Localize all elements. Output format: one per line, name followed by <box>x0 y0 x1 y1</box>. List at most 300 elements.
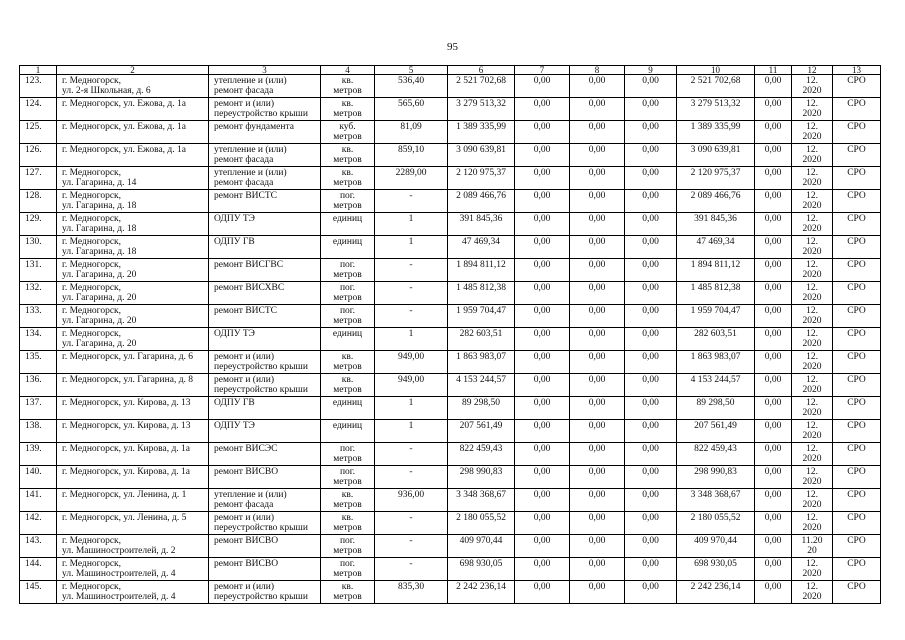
col8-value-cell: 0,00 <box>570 328 625 351</box>
table-row <box>20 282 881 305</box>
address-cell: г. Медногорск, ул. Машиностроителей, д. 4 <box>57 581 209 604</box>
col7-value-cell: 0,00 <box>515 305 570 328</box>
cost-cell: 282 603,51 <box>448 328 515 351</box>
deadline-cell: 12. 2020 <box>792 397 833 420</box>
volume-cell: 949,00 <box>375 351 448 374</box>
column-number-13: 13 <box>833 66 881 75</box>
cost-cell: 2 242 236,14 <box>448 581 515 604</box>
row-number-cell: 124. <box>20 98 57 121</box>
unit-cell: кв. метров <box>321 144 375 167</box>
address-cell: г. Медногорск, ул. Гагарина, д. 20 <box>57 282 209 305</box>
col8-value-cell: 0,00 <box>570 558 625 581</box>
col9-value-cell: 0,00 <box>625 397 677 420</box>
cost-cell: 4 153 244,57 <box>448 374 515 397</box>
col11-value-cell: 0,00 <box>755 98 792 121</box>
work-type-cell: ОДПУ ГВ <box>209 397 321 420</box>
address-cell: г. Медногорск, ул. Кирова, д. 1а <box>57 466 209 489</box>
col8-value-cell: 0,00 <box>570 466 625 489</box>
cost-cell: 207 561,49 <box>448 420 515 443</box>
work-type-cell: утепление и (или) ремонт фасада <box>209 489 321 512</box>
table-row <box>20 397 881 420</box>
column-number-3: 3 <box>209 66 321 75</box>
table-row <box>20 466 881 489</box>
col10-value-cell: 409 970,44 <box>677 535 755 558</box>
work-type-cell: ремонт и (или) переустройство крыши <box>209 581 321 604</box>
row-number-cell: 134. <box>20 328 57 351</box>
col11-value-cell: 0,00 <box>755 374 792 397</box>
unit-cell: пог. метров <box>321 259 375 282</box>
table-row <box>20 489 881 512</box>
col9-value-cell: 0,00 <box>625 535 677 558</box>
address-cell: г. Медногорск, ул. Гагарина, д. 6 <box>57 351 209 374</box>
work-type-cell: ремонт ВИСВО <box>209 466 321 489</box>
table-row <box>20 75 881 98</box>
row-number-cell: 141. <box>20 489 57 512</box>
method-cell: СРО <box>833 374 881 397</box>
volume-cell: 2289,00 <box>375 167 448 190</box>
col11-value-cell: 0,00 <box>755 351 792 374</box>
col10-value-cell: 2 089 466,76 <box>677 190 755 213</box>
cost-cell: 391 845,36 <box>448 213 515 236</box>
volume-cell: - <box>375 190 448 213</box>
work-type-cell: ремонт и (или) переустройство крыши <box>209 98 321 121</box>
work-type-cell: утепление и (или) ремонт фасада <box>209 75 321 98</box>
work-type-cell: ремонт ВИСЭС <box>209 443 321 466</box>
deadline-cell: 12. 2020 <box>792 328 833 351</box>
col7-value-cell: 0,00 <box>515 167 570 190</box>
unit-cell: кв. метров <box>321 581 375 604</box>
column-number-5: 5 <box>375 66 448 75</box>
cost-cell: 298 990,83 <box>448 466 515 489</box>
method-cell: СРО <box>833 144 881 167</box>
row-number-cell: 126. <box>20 144 57 167</box>
cost-cell: 409 970,44 <box>448 535 515 558</box>
col9-value-cell: 0,00 <box>625 98 677 121</box>
method-cell: СРО <box>833 121 881 144</box>
col9-value-cell: 0,00 <box>625 351 677 374</box>
address-cell: г. Медногорск, ул. Гагарина, д. 20 <box>57 259 209 282</box>
column-number-7: 7 <box>515 66 570 75</box>
volume-cell: - <box>375 512 448 535</box>
table-row <box>20 420 881 443</box>
method-cell: СРО <box>833 489 881 512</box>
volume-cell: - <box>375 259 448 282</box>
col9-value-cell: 0,00 <box>625 420 677 443</box>
col11-value-cell: 0,00 <box>755 121 792 144</box>
row-number-cell: 140. <box>20 466 57 489</box>
row-number-cell: 143. <box>20 535 57 558</box>
col8-value-cell: 0,00 <box>570 512 625 535</box>
col11-value-cell: 0,00 <box>755 144 792 167</box>
col11-value-cell: 0,00 <box>755 489 792 512</box>
cost-cell: 822 459,43 <box>448 443 515 466</box>
col9-value-cell: 0,00 <box>625 558 677 581</box>
method-cell: СРО <box>833 535 881 558</box>
table-row <box>20 581 881 604</box>
col11-value-cell: 0,00 <box>755 420 792 443</box>
col10-value-cell: 3 279 513,32 <box>677 98 755 121</box>
volume-cell: 835,30 <box>375 581 448 604</box>
unit-cell: куб. метров <box>321 121 375 144</box>
row-number-cell: 129. <box>20 213 57 236</box>
deadline-cell: 12. 2020 <box>792 374 833 397</box>
unit-cell: пог. метров <box>321 466 375 489</box>
col9-value-cell: 0,00 <box>625 512 677 535</box>
volume-cell: 859,10 <box>375 144 448 167</box>
cost-cell: 1 894 811,12 <box>448 259 515 282</box>
table-row <box>20 236 881 259</box>
table-row <box>20 98 881 121</box>
col11-value-cell: 0,00 <box>755 236 792 259</box>
col8-value-cell: 0,00 <box>570 351 625 374</box>
table-row <box>20 167 881 190</box>
table-row <box>20 144 881 167</box>
volume-cell: 565,60 <box>375 98 448 121</box>
col7-value-cell: 0,00 <box>515 144 570 167</box>
col8-value-cell: 0,00 <box>570 581 625 604</box>
work-type-cell: ремонт ВИСТС <box>209 305 321 328</box>
method-cell: СРО <box>833 420 881 443</box>
work-type-cell: ремонт и (или) переустройство крыши <box>209 512 321 535</box>
col11-value-cell: 0,00 <box>755 535 792 558</box>
column-number-8: 8 <box>570 66 625 75</box>
col8-value-cell: 0,00 <box>570 282 625 305</box>
deadline-cell: 12. 2020 <box>792 351 833 374</box>
work-type-cell: ремонт ВИСТС <box>209 190 321 213</box>
unit-cell: пог. метров <box>321 558 375 581</box>
work-type-cell: ремонт и (или) переустройство крыши <box>209 374 321 397</box>
col11-value-cell: 0,00 <box>755 443 792 466</box>
col10-value-cell: 2 242 236,14 <box>677 581 755 604</box>
cost-cell: 1 959 704,47 <box>448 305 515 328</box>
address-cell: г. Медногорск, ул. Гагарина, д. 18 <box>57 213 209 236</box>
column-number-6: 6 <box>448 66 515 75</box>
unit-cell: кв. метров <box>321 98 375 121</box>
col7-value-cell: 0,00 <box>515 489 570 512</box>
deadline-cell: 12. 2020 <box>792 121 833 144</box>
volume-cell: 1 <box>375 420 448 443</box>
deadline-cell: 11.20 20 <box>792 535 833 558</box>
col11-value-cell: 0,00 <box>755 282 792 305</box>
volume-cell: 936,00 <box>375 489 448 512</box>
col10-value-cell: 3 348 368,67 <box>677 489 755 512</box>
row-number-cell: 123. <box>20 75 57 98</box>
volume-cell: - <box>375 558 448 581</box>
col8-value-cell: 0,00 <box>570 213 625 236</box>
col8-value-cell: 0,00 <box>570 420 625 443</box>
method-cell: СРО <box>833 167 881 190</box>
address-cell: г. Медногорск, ул. Машиностроителей, д. 4 <box>57 558 209 581</box>
column-number-1: 1 <box>20 66 57 75</box>
deadline-cell: 12. 2020 <box>792 190 833 213</box>
address-cell: г. Медногорск, ул. Гагарина, д. 20 <box>57 305 209 328</box>
cost-cell: 2 180 055,52 <box>448 512 515 535</box>
unit-cell: кв. метров <box>321 75 375 98</box>
method-cell: СРО <box>833 190 881 213</box>
col10-value-cell: 47 469,34 <box>677 236 755 259</box>
column-number-12: 12 <box>792 66 833 75</box>
col10-value-cell: 298 990,83 <box>677 466 755 489</box>
col7-value-cell: 0,00 <box>515 121 570 144</box>
column-number-9: 9 <box>625 66 677 75</box>
col9-value-cell: 0,00 <box>625 144 677 167</box>
deadline-cell: 12. 2020 <box>792 98 833 121</box>
col7-value-cell: 0,00 <box>515 535 570 558</box>
col8-value-cell: 0,00 <box>570 305 625 328</box>
unit-cell: единиц <box>321 213 375 236</box>
col11-value-cell: 0,00 <box>755 167 792 190</box>
cost-cell: 2 089 466,76 <box>448 190 515 213</box>
cost-cell: 2 521 702,68 <box>448 75 515 98</box>
data-table <box>19 65 881 604</box>
deadline-cell: 12. 2020 <box>792 466 833 489</box>
cost-cell: 1 389 335,99 <box>448 121 515 144</box>
unit-cell: кв. метров <box>321 512 375 535</box>
col10-value-cell: 1 863 983,07 <box>677 351 755 374</box>
deadline-cell: 12. 2020 <box>792 75 833 98</box>
column-number-2: 2 <box>57 66 209 75</box>
col9-value-cell: 0,00 <box>625 581 677 604</box>
method-cell: СРО <box>833 98 881 121</box>
volume-cell: 1 <box>375 328 448 351</box>
col11-value-cell: 0,00 <box>755 512 792 535</box>
volume-cell: 1 <box>375 213 448 236</box>
volume-cell: 1 <box>375 397 448 420</box>
col9-value-cell: 0,00 <box>625 121 677 144</box>
address-cell: г. Медногорск, ул. Ежова, д. 1а <box>57 98 209 121</box>
col8-value-cell: 0,00 <box>570 374 625 397</box>
work-type-cell: ремонт ВИСВО <box>209 535 321 558</box>
table-row <box>20 443 881 466</box>
col7-value-cell: 0,00 <box>515 420 570 443</box>
col10-value-cell: 1 959 704,47 <box>677 305 755 328</box>
row-number-cell: 125. <box>20 121 57 144</box>
col11-value-cell: 0,00 <box>755 397 792 420</box>
work-type-cell: ОДПУ ТЭ <box>209 213 321 236</box>
work-type-cell: ремонт ВИСВО <box>209 558 321 581</box>
col10-value-cell: 698 930,05 <box>677 558 755 581</box>
deadline-cell: 12. 2020 <box>792 558 833 581</box>
address-cell: г. Медногорск, ул. Кирова, д. 1а <box>57 443 209 466</box>
col11-value-cell: 0,00 <box>755 75 792 98</box>
col9-value-cell: 0,00 <box>625 167 677 190</box>
cost-cell: 698 930,05 <box>448 558 515 581</box>
volume-cell: - <box>375 305 448 328</box>
col9-value-cell: 0,00 <box>625 466 677 489</box>
col11-value-cell: 0,00 <box>755 558 792 581</box>
row-number-cell: 130. <box>20 236 57 259</box>
row-number-cell: 135. <box>20 351 57 374</box>
address-cell: г. Медногорск, ул. Ежова, д. 1а <box>57 144 209 167</box>
col11-value-cell: 0,00 <box>755 581 792 604</box>
unit-cell: пог. метров <box>321 535 375 558</box>
method-cell: СРО <box>833 236 881 259</box>
table-row <box>20 328 881 351</box>
deadline-cell: 12. 2020 <box>792 167 833 190</box>
address-cell: г. Медногорск, ул. Гагарина, д. 20 <box>57 328 209 351</box>
method-cell: СРО <box>833 466 881 489</box>
row-number-cell: 144. <box>20 558 57 581</box>
col7-value-cell: 0,00 <box>515 351 570 374</box>
header-row <box>20 66 881 75</box>
method-cell: СРО <box>833 558 881 581</box>
col10-value-cell: 1 485 812,38 <box>677 282 755 305</box>
volume-cell: - <box>375 535 448 558</box>
column-number-11: 11 <box>755 66 792 75</box>
col8-value-cell: 0,00 <box>570 236 625 259</box>
col7-value-cell: 0,00 <box>515 259 570 282</box>
col9-value-cell: 0,00 <box>625 236 677 259</box>
address-cell: г. Медногорск, ул. Гагарина, д. 14 <box>57 167 209 190</box>
cost-cell: 3 348 368,67 <box>448 489 515 512</box>
col8-value-cell: 0,00 <box>570 397 625 420</box>
work-type-cell: утепление и (или) ремонт фасада <box>209 167 321 190</box>
unit-cell: пог. метров <box>321 305 375 328</box>
col9-value-cell: 0,00 <box>625 75 677 98</box>
col11-value-cell: 0,00 <box>755 190 792 213</box>
table-row <box>20 190 881 213</box>
col10-value-cell: 2 180 055,52 <box>677 512 755 535</box>
deadline-cell: 12. 2020 <box>792 581 833 604</box>
work-type-cell: ремонт ВИСХВС <box>209 282 321 305</box>
address-cell: г. Медногорск, ул. Гагарина, д. 18 <box>57 236 209 259</box>
row-number-cell: 138. <box>20 420 57 443</box>
table-row <box>20 213 881 236</box>
address-cell: г. Медногорск, ул. Ленина, д. 5 <box>57 512 209 535</box>
method-cell: СРО <box>833 351 881 374</box>
col11-value-cell: 0,00 <box>755 259 792 282</box>
col8-value-cell: 0,00 <box>570 259 625 282</box>
volume-cell: - <box>375 466 448 489</box>
row-number-cell: 128. <box>20 190 57 213</box>
col10-value-cell: 2 120 975,37 <box>677 167 755 190</box>
unit-cell: кв. метров <box>321 351 375 374</box>
col7-value-cell: 0,00 <box>515 282 570 305</box>
unit-cell: кв. метров <box>321 167 375 190</box>
cost-cell: 1 485 812,38 <box>448 282 515 305</box>
col7-value-cell: 0,00 <box>515 98 570 121</box>
method-cell: СРО <box>833 512 881 535</box>
col11-value-cell: 0,00 <box>755 213 792 236</box>
method-cell: СРО <box>833 305 881 328</box>
col8-value-cell: 0,00 <box>570 98 625 121</box>
cost-cell: 89 298,50 <box>448 397 515 420</box>
col9-value-cell: 0,00 <box>625 374 677 397</box>
col11-value-cell: 0,00 <box>755 328 792 351</box>
unit-cell: единиц <box>321 328 375 351</box>
unit-cell: единиц <box>321 236 375 259</box>
unit-cell: единиц <box>321 397 375 420</box>
table-row <box>20 259 881 282</box>
row-number-cell: 137. <box>20 397 57 420</box>
col10-value-cell: 4 153 244,57 <box>677 374 755 397</box>
table-row <box>20 512 881 535</box>
deadline-cell: 12. 2020 <box>792 443 833 466</box>
col7-value-cell: 0,00 <box>515 443 570 466</box>
work-type-cell: ОДПУ ТЭ <box>209 420 321 443</box>
row-number-cell: 132. <box>20 282 57 305</box>
address-cell: г. Медногорск, ул. Машиностроителей, д. 2 <box>57 535 209 558</box>
col10-value-cell: 89 298,50 <box>677 397 755 420</box>
table-row <box>20 351 881 374</box>
col8-value-cell: 0,00 <box>570 190 625 213</box>
col7-value-cell: 0,00 <box>515 374 570 397</box>
deadline-cell: 12. 2020 <box>792 213 833 236</box>
row-number-cell: 142. <box>20 512 57 535</box>
col9-value-cell: 0,00 <box>625 259 677 282</box>
col8-value-cell: 0,00 <box>570 535 625 558</box>
method-cell: СРО <box>833 443 881 466</box>
deadline-cell: 12. 2020 <box>792 282 833 305</box>
deadline-cell: 12. 2020 <box>792 144 833 167</box>
col7-value-cell: 0,00 <box>515 213 570 236</box>
table-row <box>20 374 881 397</box>
cost-cell: 3 279 513,32 <box>448 98 515 121</box>
unit-cell: пог. метров <box>321 443 375 466</box>
col8-value-cell: 0,00 <box>570 144 625 167</box>
volume-cell: - <box>375 282 448 305</box>
work-type-cell: ремонт и (или) переустройство крыши <box>209 351 321 374</box>
unit-cell: кв. метров <box>321 374 375 397</box>
unit-cell: пог. метров <box>321 282 375 305</box>
unit-cell: пог. метров <box>321 190 375 213</box>
method-cell: СРО <box>833 75 881 98</box>
cost-cell: 1 863 983,07 <box>448 351 515 374</box>
method-cell: СРО <box>833 328 881 351</box>
row-number-cell: 139. <box>20 443 57 466</box>
col7-value-cell: 0,00 <box>515 512 570 535</box>
col8-value-cell: 0,00 <box>570 443 625 466</box>
table-row <box>20 121 881 144</box>
table-row <box>20 305 881 328</box>
col9-value-cell: 0,00 <box>625 282 677 305</box>
work-type-cell: ремонт ВИСГВС <box>209 259 321 282</box>
col9-value-cell: 0,00 <box>625 443 677 466</box>
method-cell: СРО <box>833 259 881 282</box>
col11-value-cell: 0,00 <box>755 466 792 489</box>
col10-value-cell: 391 845,36 <box>677 213 755 236</box>
table-header <box>20 66 881 75</box>
table-row <box>20 558 881 581</box>
page-number: 95 <box>447 41 458 53</box>
work-type-cell: ремонт фундамента <box>209 121 321 144</box>
col7-value-cell: 0,00 <box>515 190 570 213</box>
row-number-cell: 131. <box>20 259 57 282</box>
col7-value-cell: 0,00 <box>515 236 570 259</box>
deadline-cell: 12. 2020 <box>792 236 833 259</box>
deadline-cell: 12. 2020 <box>792 259 833 282</box>
cost-cell: 47 469,34 <box>448 236 515 259</box>
method-cell: СРО <box>833 581 881 604</box>
address-cell: г. Медногорск, ул. 2-я Школьная, д. 6 <box>57 75 209 98</box>
work-type-cell: ОДПУ ГВ <box>209 236 321 259</box>
col7-value-cell: 0,00 <box>515 581 570 604</box>
col10-value-cell: 3 090 639,81 <box>677 144 755 167</box>
unit-cell: кв. метров <box>321 489 375 512</box>
method-cell: СРО <box>833 213 881 236</box>
col9-value-cell: 0,00 <box>625 328 677 351</box>
method-cell: СРО <box>833 397 881 420</box>
col10-value-cell: 282 603,51 <box>677 328 755 351</box>
col7-value-cell: 0,00 <box>515 397 570 420</box>
col10-value-cell: 822 459,43 <box>677 443 755 466</box>
row-number-cell: 127. <box>20 167 57 190</box>
row-number-cell: 136. <box>20 374 57 397</box>
col9-value-cell: 0,00 <box>625 305 677 328</box>
deadline-cell: 12. 2020 <box>792 512 833 535</box>
col7-value-cell: 0,00 <box>515 558 570 581</box>
unit-cell: единиц <box>321 420 375 443</box>
